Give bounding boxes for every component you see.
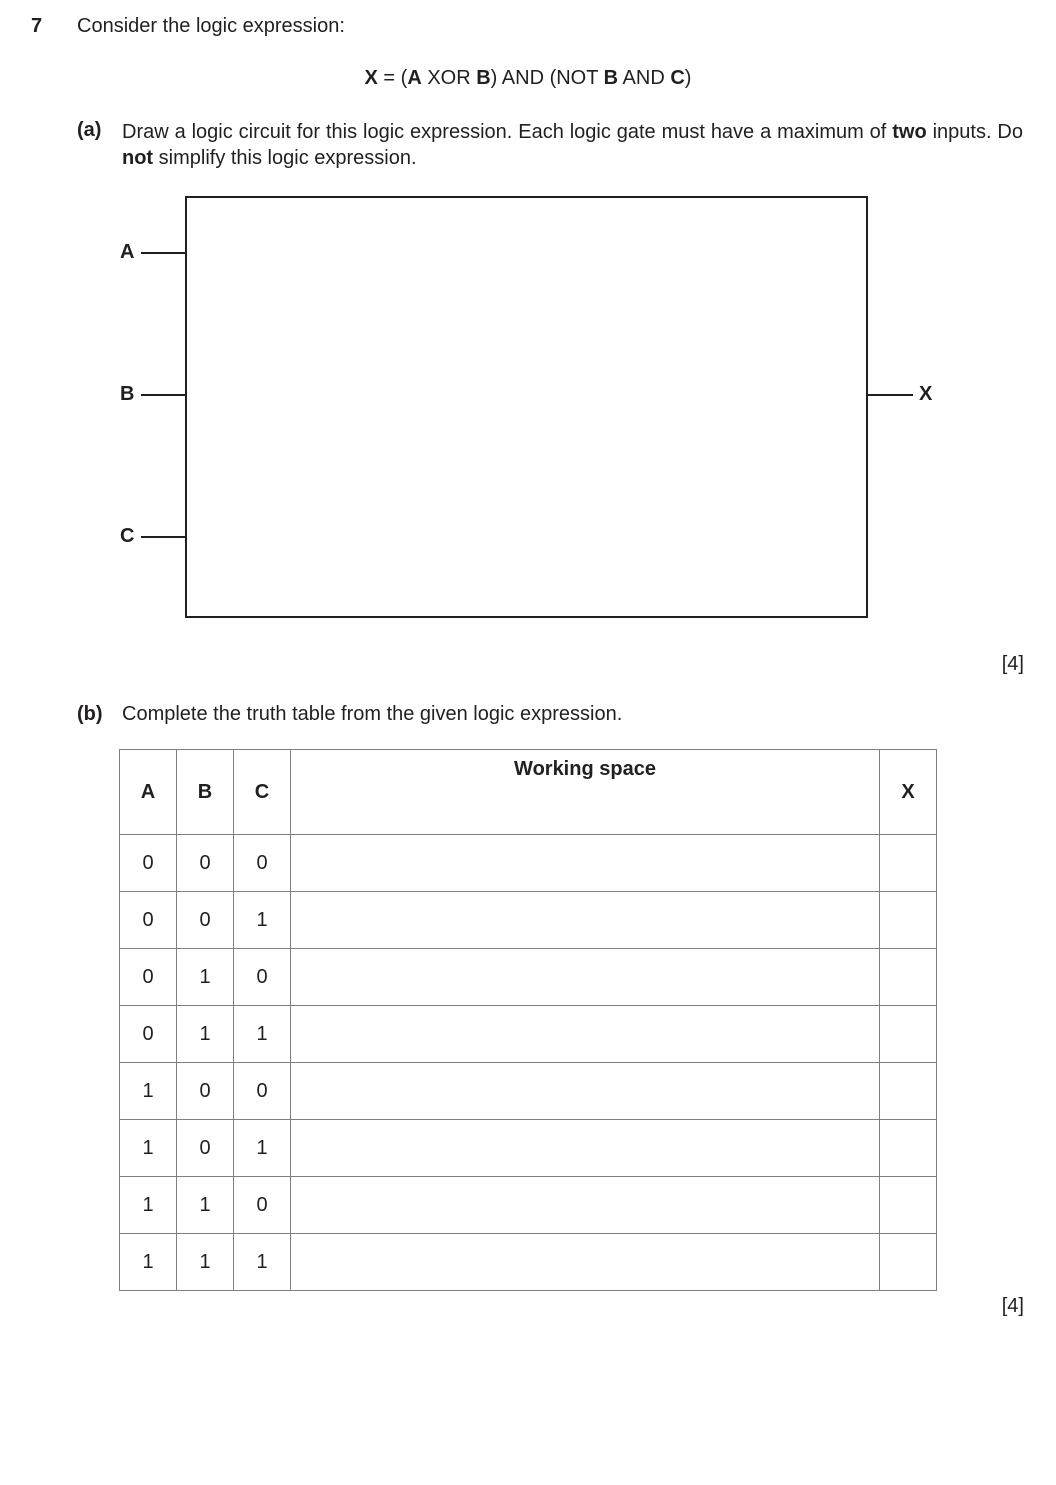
cell-a: 0 <box>120 835 177 892</box>
table-row <box>120 835 937 892</box>
part-a-bold-not: not <box>122 147 154 169</box>
cell-x[interactable] <box>880 835 937 892</box>
table-row <box>120 892 937 949</box>
table-row <box>120 1234 937 1291</box>
header-b: B <box>177 750 234 835</box>
expr-and: AND <box>618 67 671 89</box>
expr-c: C <box>670 67 685 89</box>
truth-table <box>119 749 937 1291</box>
table-row <box>120 1063 937 1120</box>
cell-b: 1 <box>177 1234 234 1291</box>
part-a-text-3: simplify this logic expression. <box>153 147 417 169</box>
expr-x: X <box>364 67 378 89</box>
cell-b: 1 <box>177 949 234 1006</box>
header-a: A <box>120 750 177 835</box>
table-row <box>120 1177 937 1234</box>
expr-close: ) <box>684 67 692 89</box>
table-row <box>120 1006 937 1063</box>
circuit-drawing-area <box>0 0 1056 660</box>
question-intro: Consider the logic expression: <box>77 15 345 37</box>
cell-x[interactable] <box>880 1063 937 1120</box>
cell-a: 0 <box>120 1006 177 1063</box>
cell-x[interactable] <box>880 949 937 1006</box>
cell-c: 0 <box>234 835 291 892</box>
cell-a: 1 <box>120 1120 177 1177</box>
cell-c: 0 <box>234 1177 291 1234</box>
cell-a: 1 <box>120 1177 177 1234</box>
cell-x[interactable] <box>880 1006 937 1063</box>
cell-b: 1 <box>177 1006 234 1063</box>
cell-x[interactable] <box>880 1177 937 1234</box>
cell-a: 1 <box>120 1234 177 1291</box>
input-c-label: C <box>120 525 135 547</box>
cell-working-space[interactable] <box>291 1234 880 1291</box>
output-x-label: X <box>919 383 933 405</box>
expr-a: A <box>407 67 422 89</box>
header-c: C <box>234 750 291 835</box>
cell-b: 0 <box>177 1120 234 1177</box>
expr-b2: B <box>603 67 619 89</box>
cell-c: 1 <box>234 892 291 949</box>
truth-table-header-row <box>120 750 937 835</box>
cell-working-space[interactable] <box>291 1063 880 1120</box>
part-b-instructions: Complete the truth table from the given logic expression. <box>122 703 623 725</box>
part-a-marks: [4] <box>1001 653 1024 675</box>
cell-a: 0 <box>120 892 177 949</box>
cell-working-space[interactable] <box>291 892 880 949</box>
cell-b: 1 <box>177 1177 234 1234</box>
cell-b: 0 <box>177 1063 234 1120</box>
cell-c: 1 <box>234 1234 291 1291</box>
input-b-label: B <box>120 383 135 405</box>
circuit-box[interactable] <box>186 197 867 617</box>
cell-b: 0 <box>177 835 234 892</box>
table-row <box>120 1120 937 1177</box>
cell-working-space[interactable] <box>291 949 880 1006</box>
cell-working-space[interactable] <box>291 1006 880 1063</box>
expr-eq-open: = ( <box>377 67 408 89</box>
expr-b: B <box>476 67 491 89</box>
cell-c: 1 <box>234 1120 291 1177</box>
part-a-text-2: inputs. Do <box>926 121 1023 143</box>
part-b-marks: [4] <box>1001 1295 1024 1317</box>
cell-working-space[interactable] <box>291 1177 880 1234</box>
cell-working-space[interactable] <box>291 835 880 892</box>
cell-c: 0 <box>234 949 291 1006</box>
part-a-text-1: Draw a logic circuit for this logic expression. Each logic gate must have a maximum of <box>122 121 893 143</box>
table-row <box>120 949 937 1006</box>
cell-x[interactable] <box>880 892 937 949</box>
part-a-label: (a) <box>77 119 102 141</box>
expr-and-not: ) AND (NOT <box>490 67 604 89</box>
expr-xor: XOR <box>421 67 477 89</box>
cell-a: 1 <box>120 1063 177 1120</box>
cell-x[interactable] <box>880 1120 937 1177</box>
question-number: 7 <box>31 15 43 37</box>
input-a-label: A <box>120 241 135 263</box>
part-a-bold-two: two <box>892 121 927 143</box>
part-b-label: (b) <box>77 703 103 725</box>
cell-b: 0 <box>177 892 234 949</box>
cell-c: 0 <box>234 1063 291 1120</box>
header-x: X <box>880 750 937 835</box>
cell-a: 0 <box>120 949 177 1006</box>
cell-c: 1 <box>234 1006 291 1063</box>
cell-working-space[interactable] <box>291 1120 880 1177</box>
cell-x[interactable] <box>880 1234 937 1291</box>
header-working-space: Working space <box>291 750 880 835</box>
